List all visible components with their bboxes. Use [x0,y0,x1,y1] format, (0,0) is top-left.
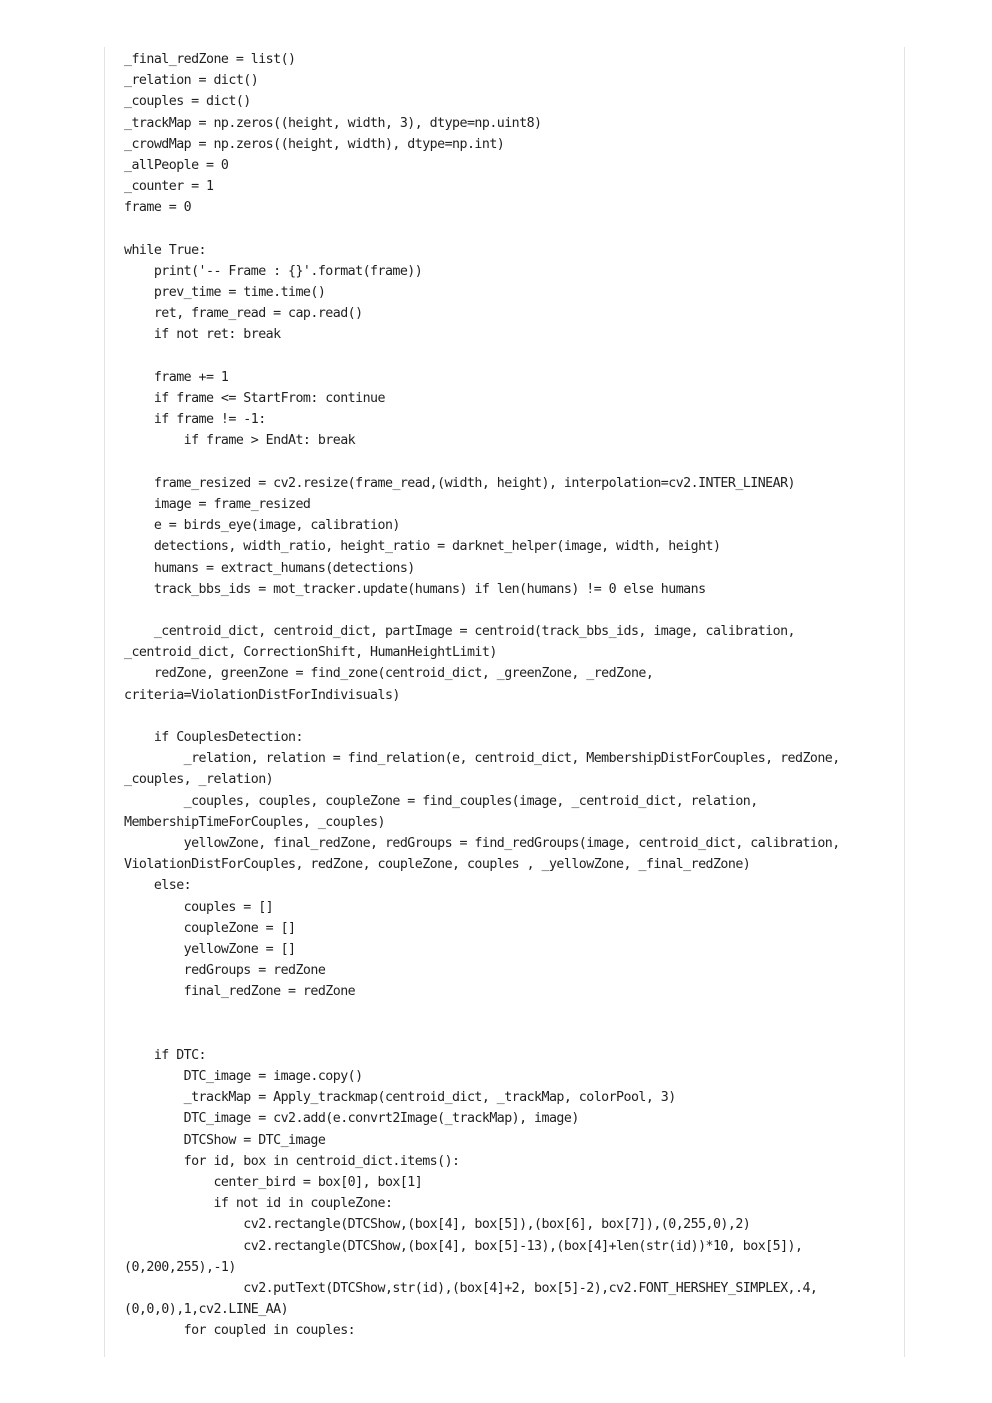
code-line: if not id in coupleZone: [124,1196,393,1212]
code-line: frame = 0 [124,200,192,216]
code-line: MembershipTimeForCouples, _couples) [124,814,385,830]
code-line: _trackMap = np.zeros((height, width, 3), dtype=np.uint8) [124,115,542,131]
code-line: if not ret: break [124,327,281,343]
code-line: center_bird = box[0], box[1] [124,1174,423,1190]
code-line: if CouplesDetection: [124,730,303,745]
code-line [124,346,900,367]
code-line: (0,200,255),-1) [124,1259,236,1275]
code-line: detections, width_ratio, height_ratio = darknet_helper(image, width, height) [124,539,721,555]
code-line: redGroups = redZone [124,963,326,979]
code-line: else: [124,878,192,894]
code-line: _allPeople = 0 [124,157,229,173]
code-line: cv2.rectangle(DTCShow,(box[4], box[5]),(box[6], box[7]),(0,255,0),2) [124,1217,751,1233]
code-line: DTC_image = cv2.add(e.convrt2Image(_trackMap), image) [124,1111,579,1127]
code-line: cv2.rectangle(DTCShow,(box[4], box[5]-13),(box[4]+len(str(id))*10, box[5]), [124,1238,803,1254]
code-line: image = frame_resized [124,496,311,512]
code-line: _trackMap = Apply_trackmap(centroid_dict, _trackMap, colorPool, 3) [124,1090,676,1106]
code-line: for coupled in couples: [124,1323,356,1339]
code-line: e = birds_eye(image, calibration) [124,518,400,534]
code-line: _relation = dict() [124,73,259,89]
code-line: frame_resized = cv2.resize(frame_read,(width, height), interpolation=cv2.INTER_LINEAR) [124,475,795,491]
code-line [124,1024,900,1045]
code-block [104,47,905,1357]
code-line: if DTC: [124,1047,207,1063]
code-line: ViolationDistForCouples, redZone, coupleZone, couples , _yellowZone, _final_redZone) [124,857,751,873]
code-line [124,600,900,621]
code-line: redZone, greenZone = find_zone(centroid_dict, _greenZone, _redZone, [124,666,654,682]
code-line: yellowZone = [] [124,941,296,957]
code-line [124,452,900,473]
code-line: _couples = dict() [124,94,251,110]
code-line [124,706,900,727]
code-line: yellowZone, final_redZone, redGroups = find_redGroups(image, centroid_dict, calibration, [124,835,840,851]
code-line: final_redZone = redZone [124,984,356,1000]
code-line: humans = extract_humans(detections) [124,560,415,576]
code-line: cv2.putText(DTCShow,str(id),(box[4]+2, box[5]-2),cv2.FONT_HERSHEY_SIMPLEX,.4, [124,1280,818,1296]
code-line: couples = [] [124,899,274,915]
code-lines [124,49,900,1341]
code-line: DTCShow = DTC_image [124,1132,326,1148]
code-line: DTC_image = image.copy() [124,1069,363,1084]
code-line: if frame <= StartFrom: continue [124,391,385,406]
code-line: _counter = 1 [124,179,214,195]
code-line: ret, frame_read = cap.read() [124,306,363,322]
code-line: _final_redZone = list() [124,52,296,67]
code-line: prev_time = time.time() [124,285,326,301]
code-line: coupleZone = [] [124,920,296,936]
code-line: _centroid_dict, CorrectionShift, HumanHeightLimit) [124,645,497,661]
code-line: track_bbs_ids = mot_tracker.update(humans) if len(humans) != 0 else humans [124,581,706,597]
code-line: frame += 1 [124,369,229,385]
code-line: criteria=ViolationDistForIndivisuals) [124,687,400,703]
code-line: if frame != -1: [124,412,266,428]
code-line: print('-- Frame : {}'.format(frame)) [124,263,423,279]
code-line: (0,0,0),1,cv2.LINE_AA) [124,1302,289,1318]
code-line: _centroid_dict, centroid_dict, partImage = centroid(track_bbs_ids, image, calibration, [124,624,795,640]
code-line: _crowdMap = np.zeros((height, width), dtype=np.int) [124,136,505,152]
code-line: _relation, relation = find_relation(e, centroid_dict, MembershipDistForCouples, redZone, [124,751,840,767]
code-line: if frame > EndAt: break [124,433,356,449]
code-line: _couples, couples, coupleZone = find_couples(image, _centroid_dict, relation, [124,793,758,809]
code-line: while True: [124,242,207,258]
code-line [124,219,900,240]
code-line: for id, box in centroid_dict.items(): [124,1153,460,1169]
code-line [124,1002,900,1023]
code-line: _couples, _relation) [124,772,274,788]
